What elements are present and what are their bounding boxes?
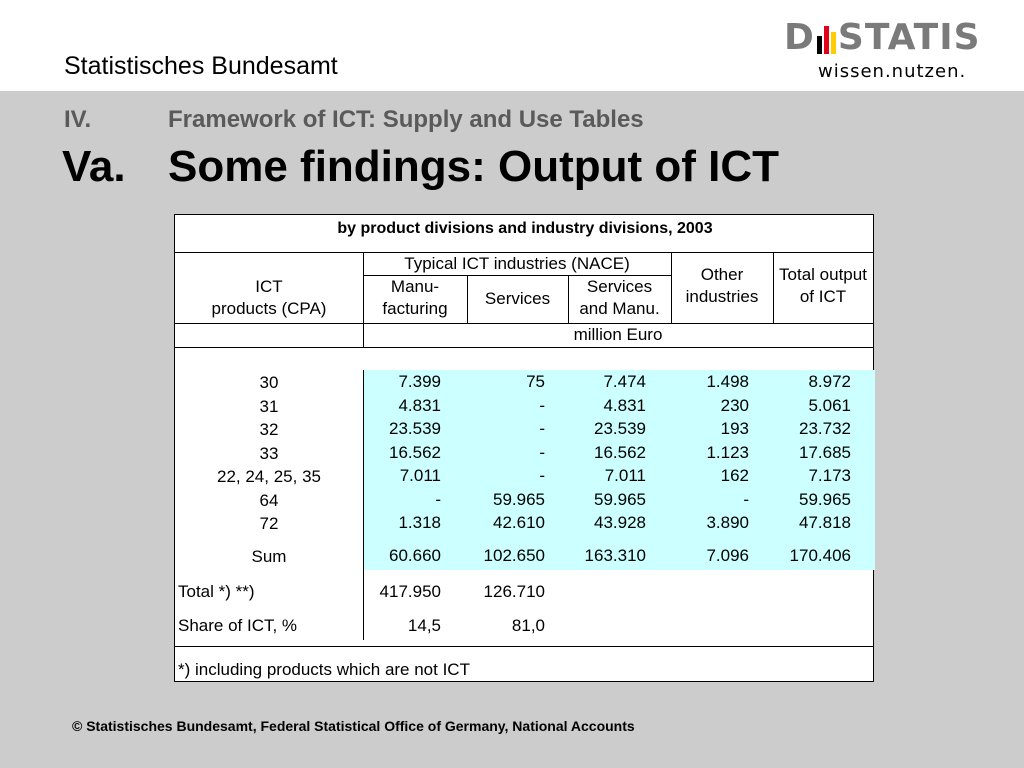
row-header-line2: products (CPA) [211, 299, 327, 318]
logo-flag-bars [817, 26, 836, 54]
cell-cpa: 30 [259, 373, 279, 392]
col-header-other [671, 264, 773, 308]
logo-wordmark [784, 17, 981, 58]
cell-total: 5.061 [808, 395, 851, 415]
col-header-manufacturing [363, 276, 467, 320]
cell-cpa: 64 [259, 490, 279, 510]
cell-services: 59.965 [493, 489, 545, 509]
col-manu-line1: Manu- [390, 277, 440, 296]
row-header-line1: ICT [255, 277, 283, 296]
footnote: *) including products which are not ICT [178, 660, 470, 679]
col-header-total [773, 264, 873, 308]
cell-manufacturing: - [435, 489, 441, 509]
cell-manufacturing: 23.539 [389, 419, 441, 438]
cell-total: 17.685 [799, 442, 851, 462]
col-total-line1: Total output [779, 265, 867, 284]
footer-copyright: © Statistisches Bundesamt, Federal Statistical Office of Germany, National Accounts [72, 718, 635, 734]
cell-manufacturing: 7.011 [399, 466, 441, 485]
cell-services-manu: 4.831 [603, 395, 646, 415]
cell-other: 193 [720, 419, 749, 438]
divider-line [175, 646, 873, 647]
header-bar [0, 0, 1024, 91]
cell-cpa: 32 [259, 420, 279, 439]
cell-cpa: 72 [259, 514, 279, 533]
sum-services-manu: 163.310 [584, 546, 646, 565]
cell-other: - [743, 489, 749, 509]
share-services: 81,0 [511, 616, 545, 635]
cell-cpa: 33 [259, 443, 279, 463]
cell-services-manu: 23.539 [594, 419, 646, 438]
divider-line [175, 347, 873, 348]
cell-manufacturing: 7.399 [398, 372, 441, 391]
logo-bar-red [824, 26, 829, 54]
share-manufacturing: 14,5 [407, 616, 441, 635]
destatis-logo [784, 17, 994, 84]
cell-other: 230 [720, 395, 749, 415]
col-header-services: Services [484, 289, 551, 308]
col-svcmanu-line1: Services [586, 277, 653, 296]
logo-tagline: wissen.nutzen. [818, 61, 967, 82]
table-caption: by product divisions and industry divisions, 2003 [337, 220, 713, 237]
cell-services: - [539, 419, 545, 438]
cell-total: 7.173 [808, 466, 851, 485]
cell-other: 1.123 [706, 442, 749, 462]
row-header-title [175, 276, 363, 320]
slide-number: Va. [62, 142, 126, 191]
cell-manufacturing: 16.562 [389, 442, 441, 462]
col-header-services-manu [568, 276, 671, 320]
col-other-line2: industries [685, 287, 759, 306]
cell-services: - [539, 442, 545, 462]
logo-text-right: STATIS [837, 17, 981, 58]
cell-services-manu: 43.928 [594, 513, 646, 532]
section-number: IV. [64, 106, 92, 133]
logo-text-left: D [784, 17, 815, 58]
cell-services-manu: 7.011 [604, 466, 646, 485]
cell-services: 42.610 [493, 513, 545, 532]
cell-manufacturing: 1.318 [398, 513, 441, 532]
sum-services: 102.650 [483, 546, 545, 565]
cell-total: 23.732 [799, 419, 851, 438]
cell-other: 1.498 [706, 372, 749, 391]
cell-other: 3.890 [706, 513, 749, 532]
cell-services: 75 [526, 372, 545, 391]
logo-bar-gold [831, 32, 836, 54]
total-services: 126.710 [483, 582, 545, 601]
cell-services: - [539, 466, 545, 485]
ict-output-table [174, 214, 874, 682]
cell-services-manu: 59.965 [594, 489, 646, 509]
col-svcmanu-line2: and Manu. [579, 299, 660, 318]
col-total-line2: of ICT [799, 287, 847, 306]
cell-manufacturing: 4.831 [398, 395, 441, 415]
cell-services: - [539, 395, 545, 415]
sum-label: Sum [251, 547, 287, 566]
total-label: Total *) **) [178, 582, 255, 601]
group-header: Typical ICT industries (NACE) [404, 254, 630, 273]
logo-bar-black [817, 36, 822, 54]
total-manufacturing: 417.950 [379, 582, 441, 601]
share-label: Share of ICT, % [178, 616, 298, 635]
sum-manufacturing: 60.660 [389, 546, 441, 565]
cell-other: 162 [720, 466, 749, 485]
slide-title: Some findings: Output of ICT [168, 142, 780, 191]
cell-total: 8.972 [808, 372, 851, 391]
cell-cpa: 31 [259, 396, 279, 416]
cell-cpa: 22, 24, 25, 35 [217, 467, 321, 486]
cell-services-manu: 16.562 [594, 442, 646, 462]
cell-total: 59.965 [799, 489, 851, 509]
sum-total: 170.406 [789, 546, 851, 565]
sum-other: 7.096 [706, 546, 749, 565]
col-manu-line2: facturing [382, 299, 448, 318]
cell-services-manu: 7.474 [603, 372, 646, 391]
section-title: Framework of ICT: Supply and Use Tables [168, 106, 644, 133]
col-other-line1: Other [700, 265, 744, 284]
organization-name: Statistisches Bundesamt [64, 52, 338, 80]
cell-total: 47.818 [799, 513, 851, 532]
unit-label: million Euro [573, 325, 663, 344]
